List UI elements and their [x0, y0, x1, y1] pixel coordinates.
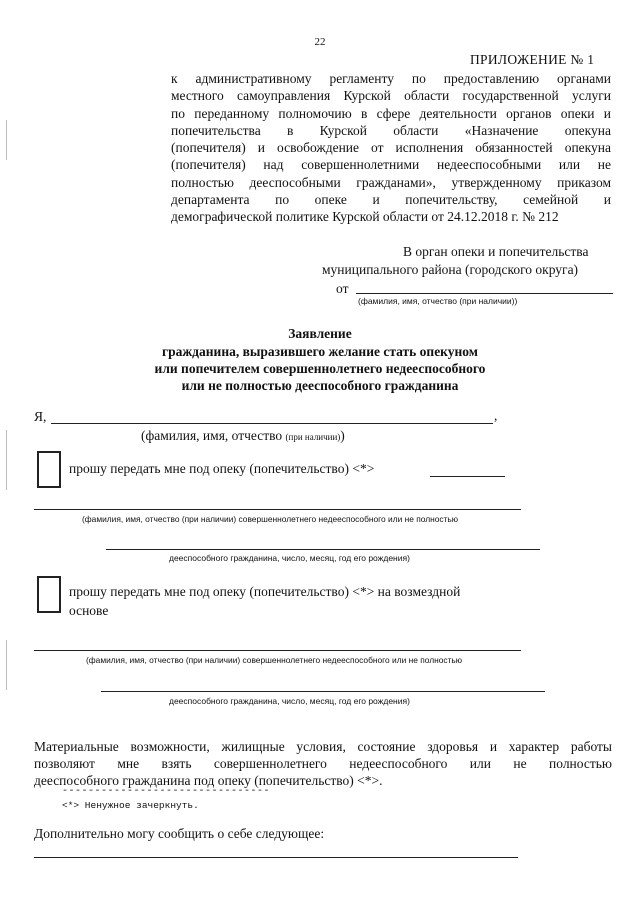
form-subtitle-line: гражданина, выразившего желание стать опекуном: [162, 344, 478, 359]
option-guardianship-text: прошу передать мне под опеку (попечительство) <*>: [69, 461, 375, 476]
addressee-line-2: муниципального района (городского округа): [322, 262, 579, 277]
conditions-statement: [34, 738, 612, 789]
regulation-line: к административному регламенту по предоставлению органами: [171, 71, 611, 86]
footnote-text: <*> Ненужное зачеркнуть.: [62, 800, 199, 811]
regulation-line: местного самоуправления Курской области государственной услуги: [171, 88, 611, 104]
ward-name-caption-2: (фамилия, имя, отчество (при наличии) совершеннолетнего недееспособного или не полностью: [86, 655, 463, 665]
applicant-name-caption: [141, 428, 345, 444]
caption-end: ): [340, 428, 345, 443]
regulation-line: (попечителя) над совершеннолетними недееспособными или не: [171, 157, 611, 173]
caption-text: (фамилия, имя, отчество: [141, 428, 283, 443]
scan-edge-mark: [6, 640, 7, 690]
option-guardianship-inline-field[interactable]: [430, 476, 505, 477]
regulation-line: департамента по опеке и попечительству, семейной и: [171, 192, 611, 208]
regulation-line: по переданному полномочию в сфере деятельности органов опеки и: [171, 105, 611, 121]
option-paid-guardianship-text-2: основе: [69, 603, 109, 618]
caption-small-text: (при наличии): [285, 432, 341, 442]
ward-name-field-2[interactable]: [34, 650, 521, 651]
from-name-field[interactable]: [356, 293, 613, 294]
additional-info-field[interactable]: [34, 857, 518, 858]
option-guardianship-checkbox[interactable]: [37, 451, 61, 488]
statement-line: позволяют мне взять совершеннолетнего недееспособного или не полностью: [34, 756, 612, 771]
ward-birth-field[interactable]: [106, 549, 540, 550]
regulation-line: (попечителя) и освобождение от исполнения обязанностей опекуна: [171, 140, 611, 156]
footnote-separator: --------------------------------: [62, 786, 271, 797]
page-number: 22: [314, 36, 326, 48]
regulation-reference: [171, 70, 611, 226]
option-paid-guardianship-text-1: прошу передать мне под опеку (попечительство) <*> на возмездной: [69, 584, 461, 599]
option-paid-guardianship-checkbox[interactable]: [37, 576, 61, 613]
applicant-comma: ,: [494, 408, 498, 423]
form-subtitle-line: или не полностью дееспособного гражданина: [181, 378, 459, 393]
regulation-line: попечительства в Курской области «Назначение опекуна: [171, 122, 611, 138]
form-title: Заявление: [288, 326, 352, 341]
addressee-line-1: В орган опеки и попечительства: [403, 244, 589, 259]
regulation-line: полностью дееспособными гражданами», утвержденному приказом: [171, 174, 611, 190]
scan-edge-mark: [6, 120, 7, 160]
additional-info-label: Дополнительно могу сообщить о себе следующее:: [34, 826, 325, 841]
ward-birth-caption: дееспособного гражданина, число, месяц, год его рождения): [169, 553, 410, 563]
from-label: от: [336, 281, 349, 296]
ward-name-field[interactable]: [34, 509, 521, 510]
statement-line: Материальные возможности, жилищные условия, состояние здоровья и характер работы: [34, 739, 612, 754]
applicant-label: Я,: [34, 409, 47, 424]
from-name-caption: (фамилия, имя, отчество (при наличии)): [358, 296, 518, 306]
ward-birth-caption-2: дееспособного гражданина, число, месяц, год его рождения): [169, 696, 410, 706]
ward-name-caption: (фамилия, имя, отчество (при наличии) совершеннолетнего недееспособного или не полностью: [82, 514, 459, 524]
statement-line: дееспособного гражданина под опеку (попечительство) <*>.: [34, 773, 383, 788]
regulation-line: демографической политике Курской области от 24.12.2018 г. № 212: [171, 209, 559, 225]
applicant-name-field[interactable]: [51, 423, 493, 424]
scan-edge-mark: [6, 430, 7, 490]
appendix-title: ПРИЛОЖЕНИЕ № 1: [470, 52, 595, 67]
ward-birth-field-2[interactable]: [101, 691, 545, 692]
form-subtitle-line: или попечителем совершеннолетнего недееспособного: [154, 361, 486, 376]
